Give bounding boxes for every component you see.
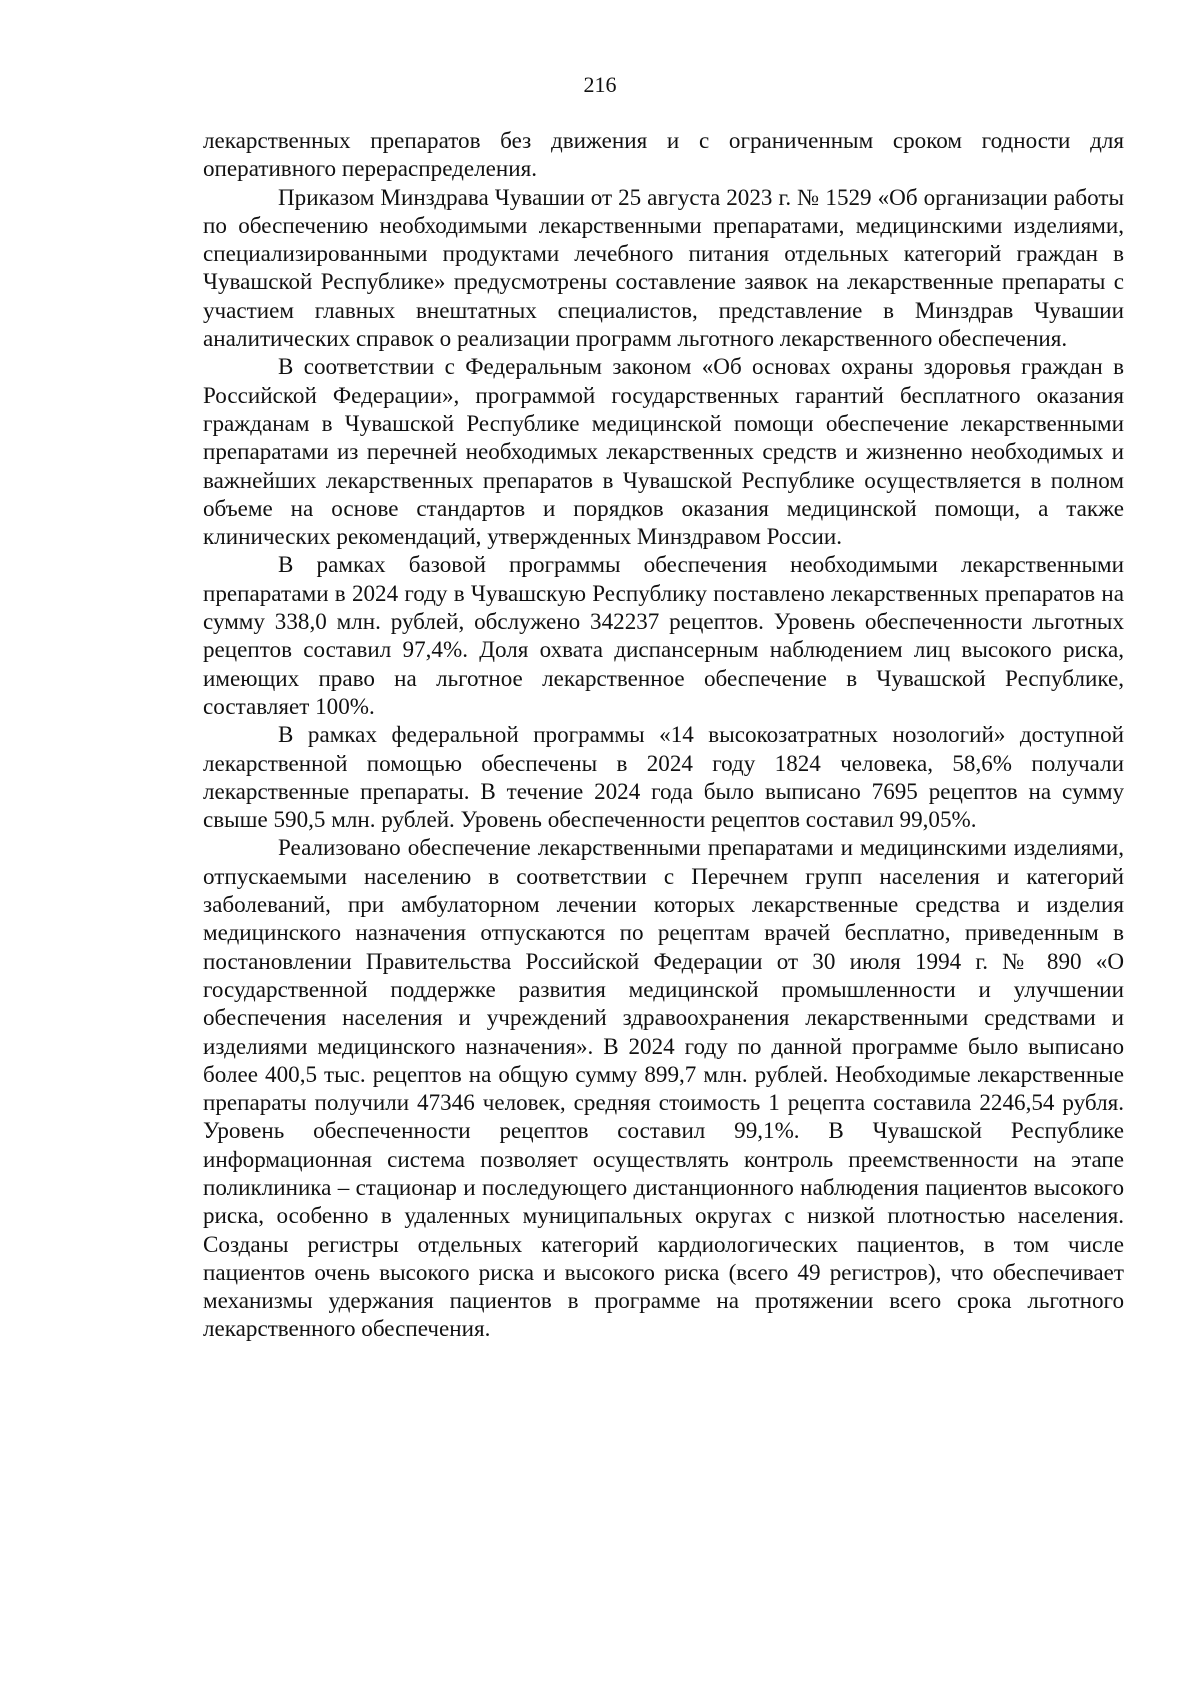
paragraph-base-program: В рамках базовой программы обеспечения необходимыми лекарственными препаратами в 2024 году в Чувашскую Республику поставлено лекарственных препаратов на сумму 338,0 млн. рублей, обслужено 342237 рецептов. Уровень обеспеченности льготных рецептов составил 97,4%. Доля охвата диспансерным наблюдением лиц высокого риска, имеющих право на льготное лекарственное обеспечение в Чувашской Республике, составляет 100%. — [203, 551, 1124, 719]
paragraph-regional-program: Реализовано обеспечение лекарственными препаратами и медицинскими изделиями, отпускаемыми населению в соответствии с Перечнем групп населения и категорий заболеваний, при амбулаторном лечении которых лекарственные средства и изделия медицинского назначения отпускаются по рецептам врачей бесплатно, приведенным в постановлении Правительства Российской Федерации от 30 июля 1994 г. № 890 «О государственной поддержке развития медицинской промышленности и улучшении обеспечения населения и учреждений здравоохранения лекарственными средствами и изделиями медицинского назначения». В 2024 году по данной программе было выписано более 400,5 тыс. рецептов на общую сумму 899,7 млн. рублей. Необходимые лекарственные препараты получили 47346 человек, средняя стоимость 1 рецепта составила 2246,54 рубля. Уровень обеспеченности рецептов составил 99,1%. В Чувашской Республике информационная система позволяет осуществлять контроль преемственности на этапе поликлиника – стационар и последующего дистанционного наблюдения пациентов высокого риска, особенно в удаленных муниципальных округах с низкой плотностью населения. Созданы регистры отдельных категорий кардиологических пациентов, в том числе пациентов очень высокого риска и высокого риска (всего 49 регистров), что обеспечивает механизмы удержания пациентов в программе на протяжении всего срока льготного лекарственного обеспечения. — [203, 834, 1124, 1342]
paragraph-14-nosologies: В рамках федеральной программы «14 высокозатратных нозологий» доступной лекарственной помощью обеспечены в 2024 году 1824 человека, 58,6% получали лекарственные препараты. В течение 2024 года было выписано 7695 рецептов на сумму свыше 590,5 млн. рублей. Уровень обеспеченности рецептов составил 99,05%. — [203, 721, 1124, 833]
paragraph-continuation: лекарственных препаратов без движения и с ограниченным сроком годности для оперативного перераспределения. — [203, 127, 1124, 182]
page-number: 216 — [583, 72, 617, 97]
paragraph-order-1529: Приказом Минздрава Чувашии от 25 августа 2023 г. № 1529 «Об организации работы по обеспечению необходимыми лекарственными препаратами, медицинскими изделиями, специализированными продуктами лечебного питания отдельных категорий граждан в Чувашской Республике» предусмотрены составление заявок на лекарственные препараты с участием главных внештатных специалистов, представление в Минздрав Чувашии аналитических справок о реализации программ льготного лекарственного обеспечения. — [203, 183, 1124, 352]
paragraph-federal-law: В соответствии с Федеральным законом «Об основах охраны здоровья граждан в Российской Федерации», программой государственных гарантий бесплатного оказания гражданам в Чувашской Республике медицинской помощи обеспечение лекарственными препаратами из перечней необходимых лекарственных средств и жизненно необходимых и важнейших лекарственных препаратов в Чувашской Республике осуществляется в полном объеме на основе стандартов и порядков оказания медицинской помощи, а также клинических рекомендаций, утвержденных Минздравом России. — [203, 353, 1124, 550]
document-body — [203, 126, 1124, 1343]
